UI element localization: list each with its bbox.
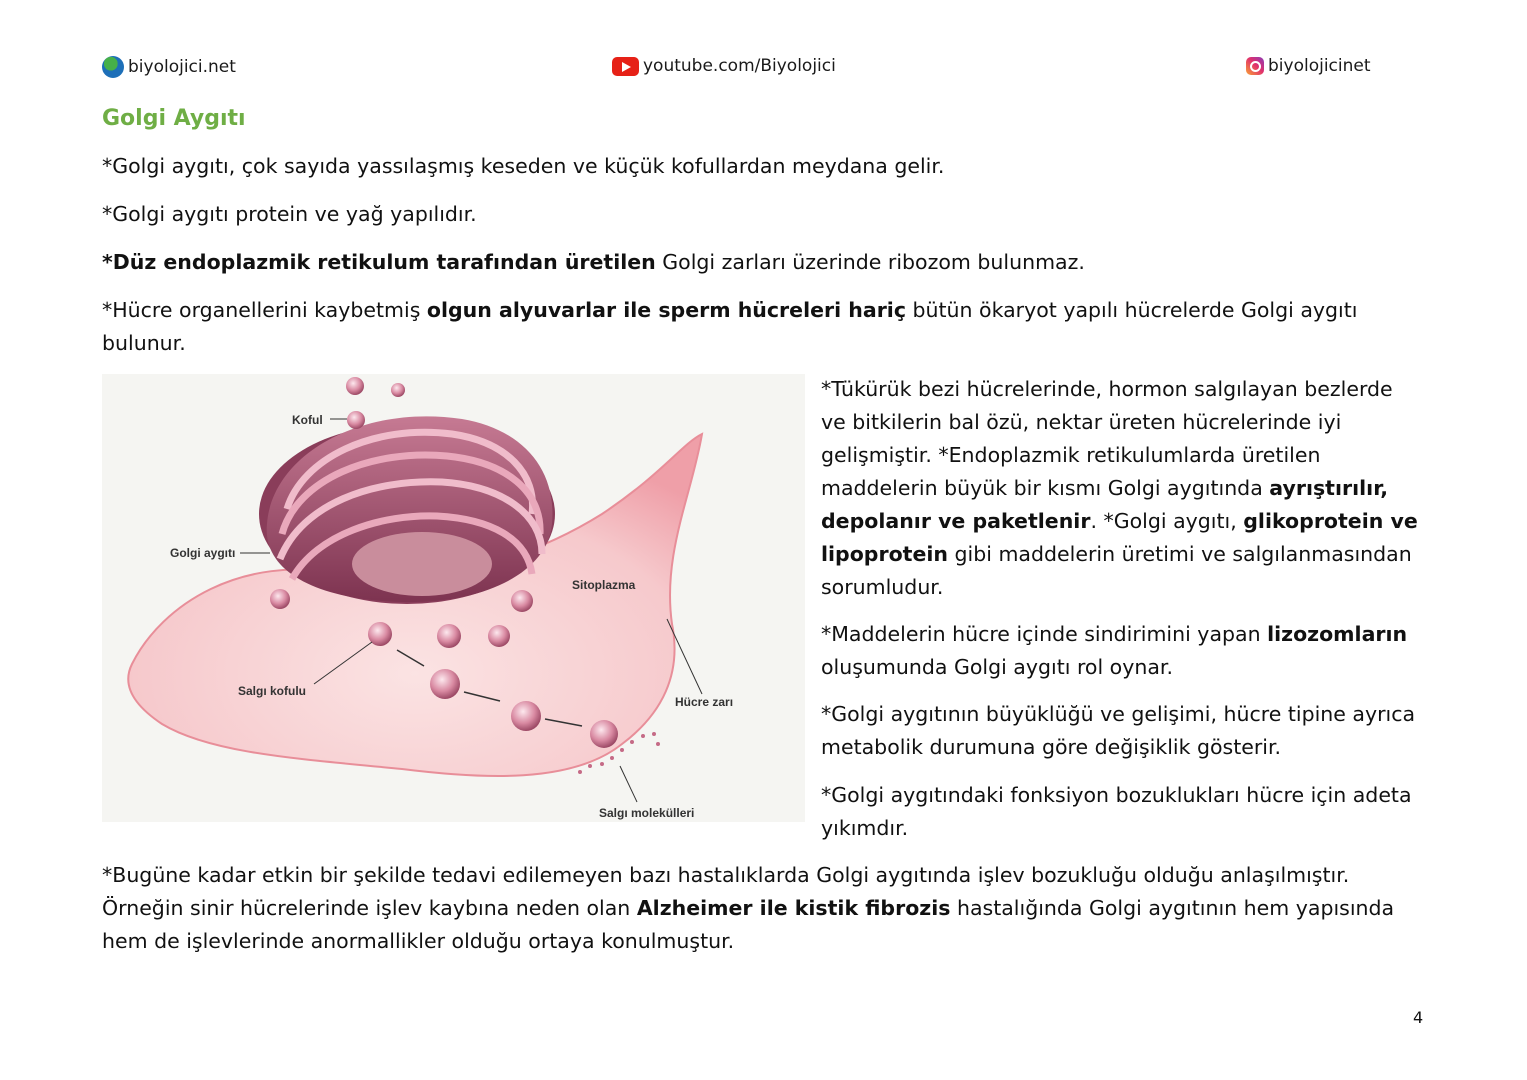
paragraph-3 bbox=[102, 246, 1085, 279]
side-paragraph-2 bbox=[821, 618, 1421, 684]
paragraph-3-bold: *Düz endoplazmik retikulum tarafından üretilen bbox=[102, 250, 656, 274]
label-salgi-kofulu: Salgı kofulu bbox=[238, 684, 307, 698]
vacuole bbox=[347, 411, 365, 429]
bottom-paragraph bbox=[102, 859, 1432, 958]
side-1-bold2: glikoprotein ve lipoprotein bbox=[821, 509, 1418, 566]
paragraph-3-rest: Golgi zarları üzerinde ribozom bulunmaz. bbox=[655, 250, 1085, 274]
vesicle bbox=[391, 383, 405, 397]
paragraph-2: *Golgi aygıtı protein ve yağ yapılıdır. bbox=[102, 202, 477, 226]
label-koful: Koful bbox=[292, 413, 323, 427]
golgi-stack bbox=[259, 416, 555, 604]
youtube-url: youtube.com/Biyolojici bbox=[643, 56, 836, 76]
golgi-diagram bbox=[102, 374, 805, 822]
youtube-icon bbox=[612, 57, 639, 76]
side-paragraph-1 bbox=[821, 373, 1421, 604]
globe-icon bbox=[102, 56, 124, 78]
side-paragraph-4: *Golgi aygıtındaki fonksiyon bozuklukları hücre için adeta yıkımdır. bbox=[821, 783, 1412, 840]
paragraph-4 bbox=[102, 294, 1422, 360]
instagram-handle: biyolojicinet bbox=[1268, 56, 1371, 76]
paragraph-4-a: *Hücre organellerini kaybetmiş bbox=[102, 298, 427, 322]
side-2-bold: lizozomların bbox=[1267, 622, 1408, 646]
bottom-a: *Bugüne kadar etkin bir şekilde tedavi edilemeyen bazı hastalıklarda Golgi aygıtında işlev bozukluğu olduğu anlaşılmıştır. Örneğin sinir hücrelerinde işlev kaybına neden olan bbox=[102, 863, 1350, 920]
paragraph-1: *Golgi aygıtı, çok sayıda yassılaşmış keseden ve küçük kofullardan meydana gelir. bbox=[102, 154, 945, 178]
side-paragraph-3: *Golgi aygıtının büyüklüğü ve gelişimi, hücre tipine ayrıca metabolik durumuna göre değişiklik gösterir. bbox=[821, 702, 1416, 759]
vesicle bbox=[511, 590, 533, 612]
site-link[interactable] bbox=[102, 56, 236, 78]
side-1-b: . *Golgi aygıtı, bbox=[1090, 509, 1244, 533]
secretory-vesicle bbox=[430, 669, 460, 699]
youtube-link[interactable] bbox=[612, 56, 836, 76]
vesicle bbox=[488, 625, 510, 647]
page-number: 4 bbox=[1413, 1008, 1424, 1027]
label-hucre-zari: Hücre zarı bbox=[675, 695, 734, 709]
label-salgi-molekulleri: Salgı molekülleri bbox=[599, 806, 695, 820]
site-name: biyolojici.net bbox=[128, 57, 236, 77]
paragraph-4-bold: olgun alyuvarlar ile sperm hücreleri hariç bbox=[426, 298, 906, 322]
page-header bbox=[0, 52, 1527, 82]
golgi-illustration bbox=[102, 374, 805, 822]
page-title: Golgi Aygıtı bbox=[102, 106, 246, 131]
secretory-vesicle bbox=[590, 720, 618, 748]
vesicle bbox=[270, 589, 290, 609]
bottom-b: hastalığında Golgi aygıtının hem yapısında hem de işlevlerinde anormallikler olduğu ortaya konulmuştur. bbox=[102, 896, 1395, 953]
vesicle bbox=[437, 624, 461, 648]
side-2-a: *Maddelerin hücre içinde sindirimini yapan bbox=[821, 622, 1268, 646]
paragraph-4-b: bütün ökaryot yapılı hücrelerde Golgi aygıtı bulunur. bbox=[102, 298, 1358, 355]
side-1-c: gibi maddelerin üretimi ve salgılanmasından sorumludur. bbox=[821, 542, 1412, 599]
instagram-link[interactable] bbox=[1246, 56, 1371, 76]
bottom-bold: Alzheimer ile kistik fibrozis bbox=[636, 896, 951, 920]
instagram-icon bbox=[1246, 57, 1264, 75]
label-golgi: Golgi aygıtı bbox=[170, 546, 236, 560]
label-sitoplazma: Sitoplazma bbox=[572, 578, 636, 592]
side-1-bold1: ayrıştırılır, depolanır ve paketlenir bbox=[821, 476, 1389, 533]
vesicle bbox=[346, 377, 364, 395]
secretory-vesicle bbox=[511, 701, 541, 731]
side-1-a: *Tükürük bezi hücrelerinde, hormon salgılayan bezlerde ve bitkilerin bal özü, nektar üreten hücrelerinde iyi gelişmiştir. *Endoplazmik retikulumlarda üretilen maddelerin büyük bir kısmı Golgi aygıtında bbox=[821, 377, 1393, 500]
side-2-b: oluşumunda Golgi aygıtı rol oynar. bbox=[821, 655, 1173, 679]
